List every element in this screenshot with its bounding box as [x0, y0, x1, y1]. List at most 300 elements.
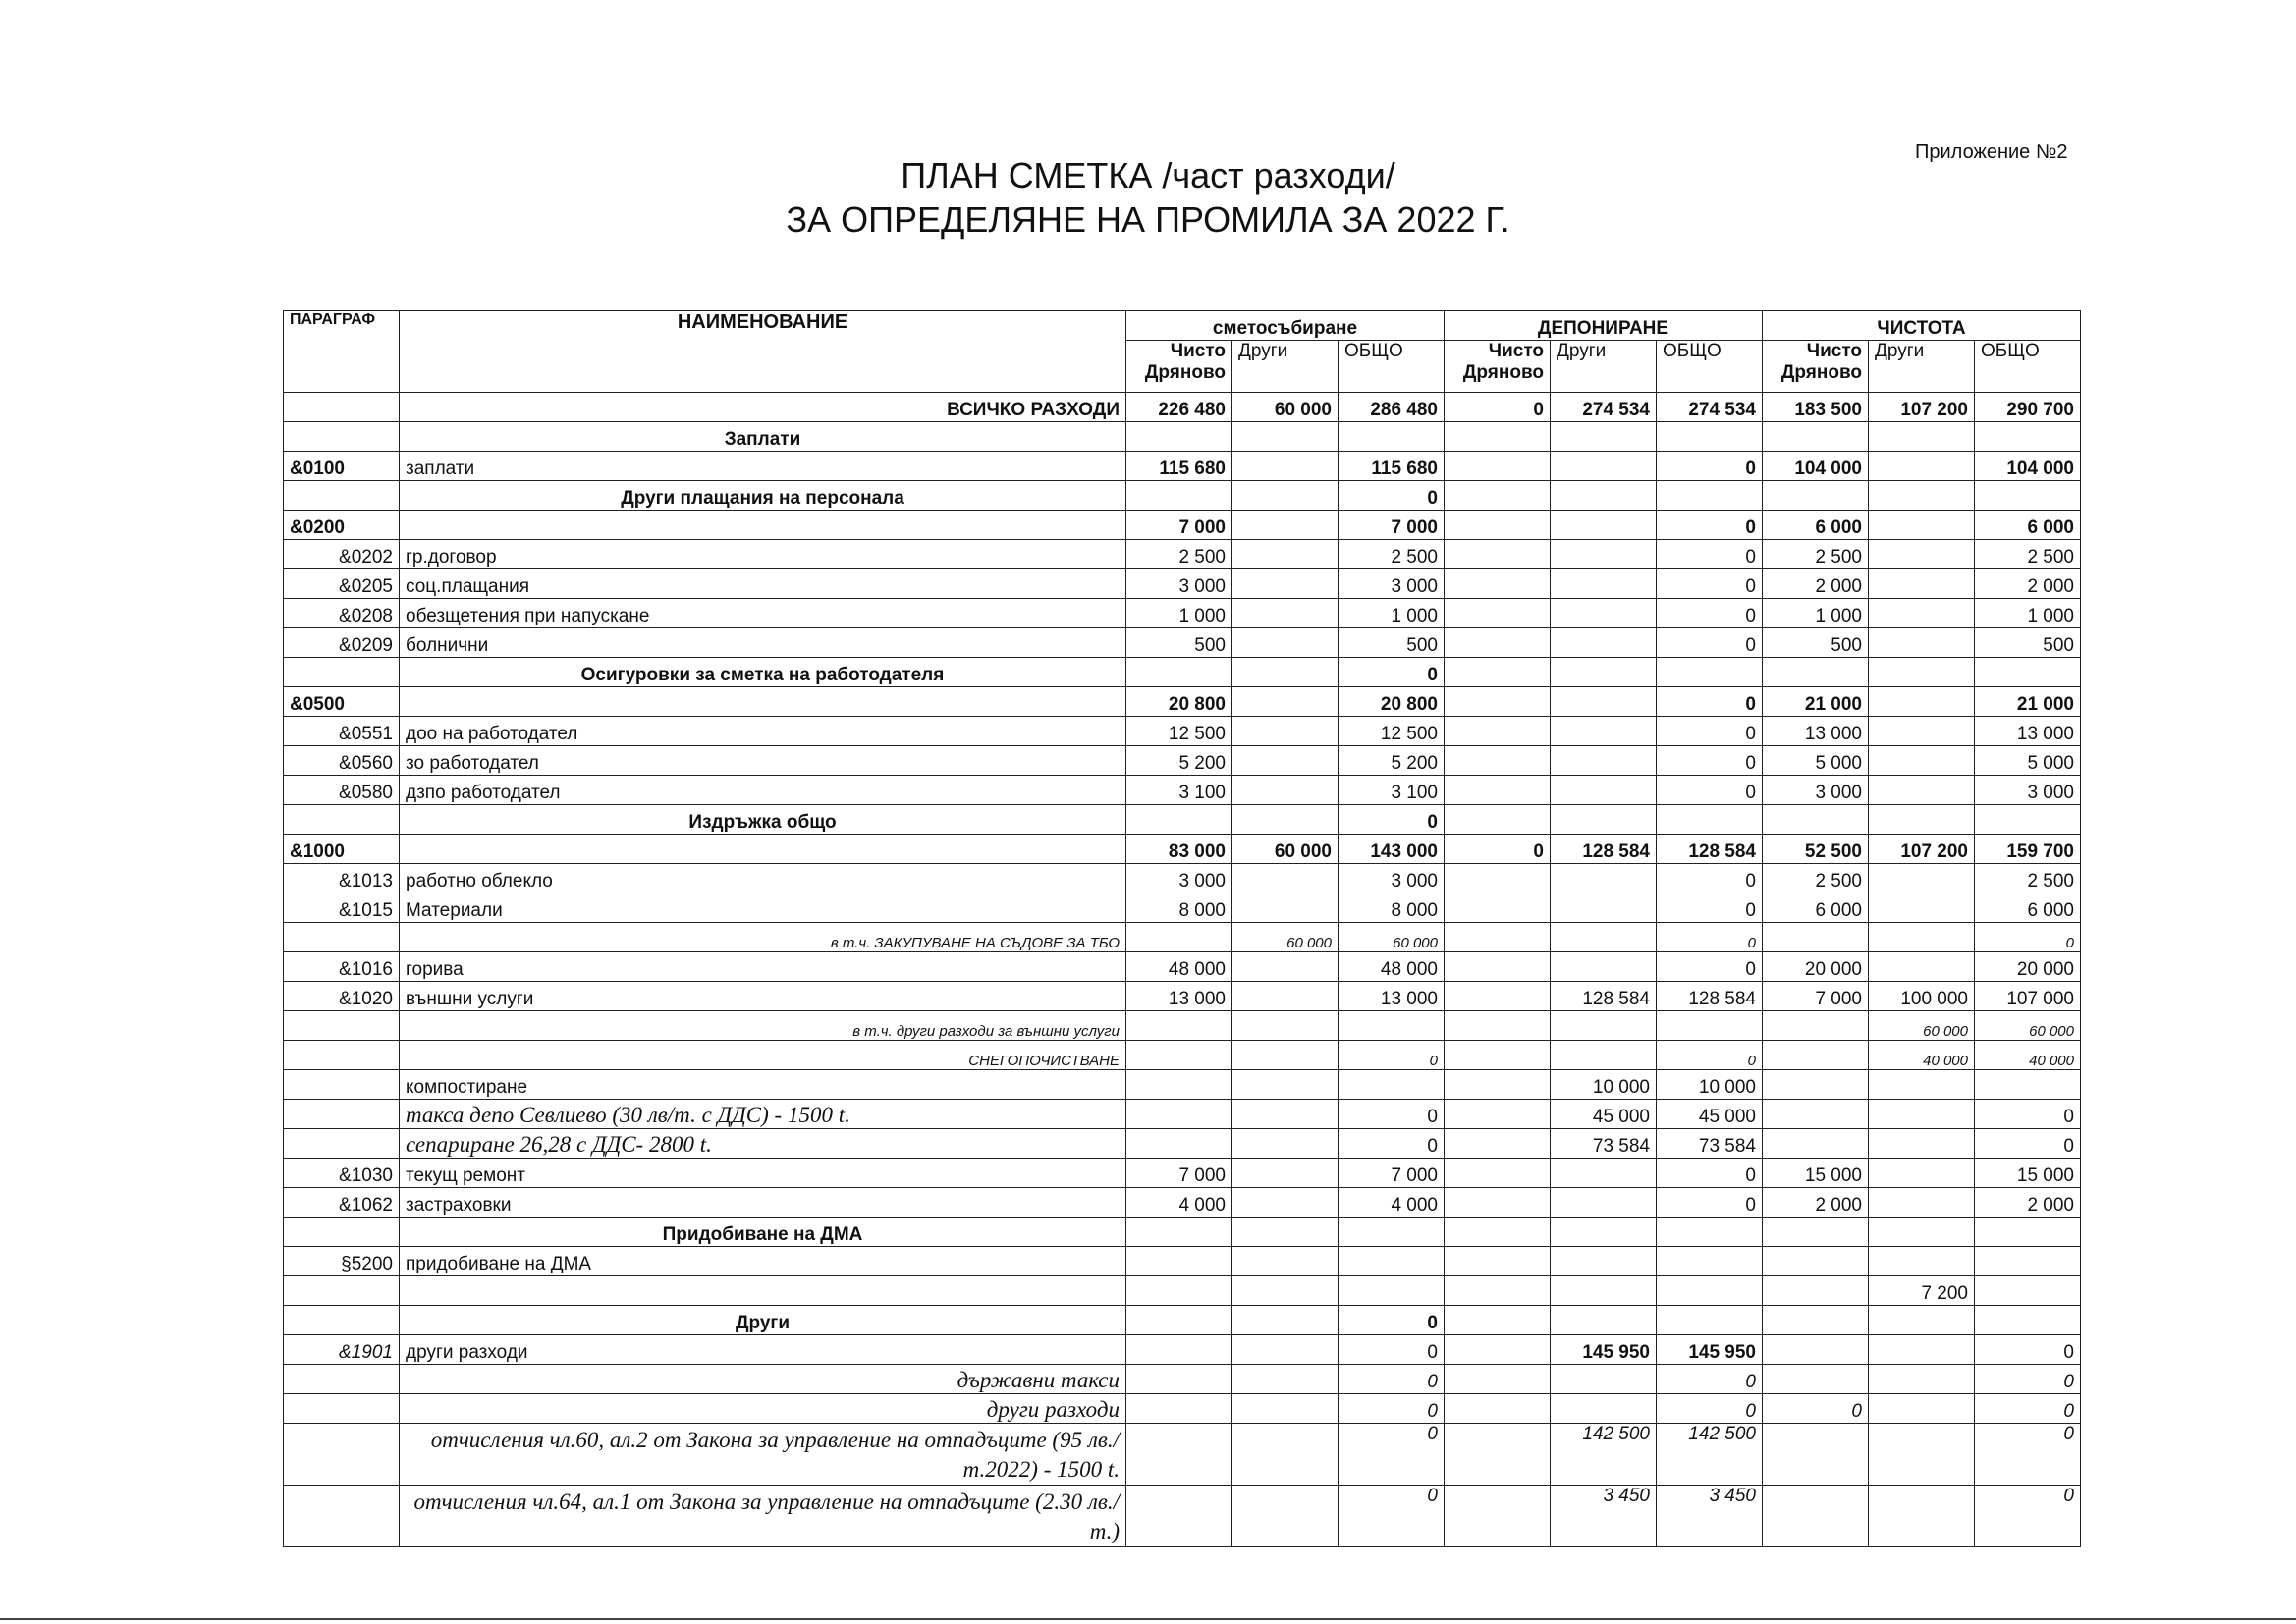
row-code: &1020: [284, 982, 400, 1011]
row-value: [1126, 1247, 1232, 1276]
row-value: 274 534: [1657, 393, 1763, 422]
row-value: [1232, 511, 1339, 540]
row-value: [1551, 569, 1657, 599]
row-value: 60 000: [1232, 923, 1339, 952]
row-code: [284, 1070, 400, 1100]
row-value: [1126, 481, 1232, 511]
row-value: 1 000: [1339, 599, 1445, 628]
table-row: [284, 687, 2081, 717]
row-value: [1763, 1276, 1869, 1306]
row-value: [1763, 1218, 1869, 1247]
row-value: 0: [1657, 599, 1763, 628]
row-value: [1126, 1070, 1232, 1100]
row-value: [1551, 805, 1657, 835]
row-value: [1869, 923, 1975, 952]
row-code: [284, 1218, 400, 1247]
row-value: [1126, 1365, 1232, 1394]
row-value: 12 500: [1339, 717, 1445, 746]
row-value: 0: [1975, 1129, 2081, 1159]
row-code: &1016: [284, 952, 400, 982]
row-name: болнични: [400, 628, 1126, 658]
row-value: 13 000: [1339, 982, 1445, 1011]
table-row: [284, 511, 2081, 540]
table-row: [284, 628, 2081, 658]
row-name: [400, 687, 1126, 717]
row-value: [1445, 923, 1551, 952]
row-code: [284, 1365, 400, 1394]
row-value: [1869, 1159, 1975, 1188]
row-value: [1445, 599, 1551, 628]
row-value: [1551, 1365, 1657, 1394]
row-value: [1657, 1276, 1763, 1306]
row-name: [400, 1276, 1126, 1306]
row-value: [1551, 452, 1657, 481]
row-value: [1445, 1335, 1551, 1365]
row-value: [1551, 422, 1657, 452]
row-name: работно облекло: [400, 864, 1126, 893]
table-row: [284, 1218, 2081, 1247]
row-value: 0: [1339, 1424, 1445, 1486]
row-value: 2 000: [1763, 569, 1869, 599]
row-value: [1126, 1218, 1232, 1247]
row-value: 107 200: [1869, 393, 1975, 422]
row-value: [1445, 1188, 1551, 1218]
row-value: 0: [1339, 1041, 1445, 1070]
row-value: [1763, 1335, 1869, 1365]
row-name: отчисления чл.60, ал.2 от Закона за управление на отпадъците (95 лв./т.2022) - 1500 t.: [400, 1424, 1126, 1486]
table-row: [284, 481, 2081, 511]
row-value: 500: [1975, 628, 2081, 658]
row-value: [1763, 1100, 1869, 1129]
row-value: [1551, 893, 1657, 923]
row-name: гр.договор: [400, 540, 1126, 569]
row-value: [1232, 1070, 1339, 1100]
row-value: [1126, 1486, 1232, 1547]
row-value: [1869, 805, 1975, 835]
row-value: [1126, 1041, 1232, 1070]
table-row: [284, 776, 2081, 805]
row-value: 2 500: [1975, 540, 2081, 569]
row-value: 0: [1339, 1365, 1445, 1394]
row-value: 128 584: [1657, 982, 1763, 1011]
row-value: 3 000: [1975, 776, 2081, 805]
row-value: 0: [1339, 658, 1445, 687]
row-value: [1975, 1070, 2081, 1100]
row-value: 0: [1975, 923, 2081, 952]
row-value: [1445, 1247, 1551, 1276]
table-row: [284, 1041, 2081, 1070]
row-value: [1126, 1394, 1232, 1424]
row-name: отчисления чл.64, ал.1 от Закона за управление на отпадъците (2.30 лв./т.): [400, 1486, 1126, 1547]
row-value: [1975, 422, 2081, 452]
row-value: [1232, 1276, 1339, 1306]
row-code: &0202: [284, 540, 400, 569]
row-value: 0: [1339, 805, 1445, 835]
row-name: външни услуги: [400, 982, 1126, 1011]
row-value: 7 000: [1339, 1159, 1445, 1188]
row-value: [1445, 1159, 1551, 1188]
row-code: [284, 1011, 400, 1041]
header-subcol: Други: [1551, 341, 1657, 393]
header-paragraph: ПАРАГРАФ: [284, 311, 400, 393]
row-value: 52 500: [1763, 835, 1869, 864]
row-value: [1763, 1070, 1869, 1100]
table-row: [284, 1100, 2081, 1129]
row-name: застраховки: [400, 1188, 1126, 1218]
row-name: придобиване на ДМА: [400, 1247, 1126, 1276]
row-value: 7 000: [1126, 1159, 1232, 1188]
table-row: [284, 717, 2081, 746]
table-row: [284, 1424, 2081, 1486]
table-row: [284, 569, 2081, 599]
row-value: [1551, 1011, 1657, 1041]
row-value: 0: [1975, 1486, 2081, 1547]
row-value: [1975, 805, 2081, 835]
row-value: [1445, 481, 1551, 511]
row-value: [1445, 1486, 1551, 1547]
row-value: [1232, 1424, 1339, 1486]
row-value: 0: [1657, 511, 1763, 540]
row-value: [1445, 1424, 1551, 1486]
row-value: 2 000: [1975, 569, 2081, 599]
row-value: [1869, 1218, 1975, 1247]
row-code: &0100: [284, 452, 400, 481]
row-value: [1126, 1424, 1232, 1486]
row-value: [1232, 805, 1339, 835]
row-value: [1551, 1247, 1657, 1276]
row-value: 48 000: [1339, 952, 1445, 982]
row-value: 45 000: [1657, 1100, 1763, 1129]
row-value: 0: [1657, 952, 1763, 982]
row-value: [1445, 1276, 1551, 1306]
row-value: [1232, 628, 1339, 658]
row-value: 83 000: [1126, 835, 1232, 864]
row-code: [284, 658, 400, 687]
row-value: [1975, 1306, 2081, 1335]
row-code: [284, 1424, 400, 1486]
row-value: [1763, 1306, 1869, 1335]
row-value: [1551, 540, 1657, 569]
row-value: 0: [1657, 1365, 1763, 1394]
row-code: &0500: [284, 687, 400, 717]
row-value: [1232, 746, 1339, 776]
row-value: 2 500: [1763, 540, 1869, 569]
row-value: 145 950: [1657, 1335, 1763, 1365]
row-value: [1445, 1218, 1551, 1247]
row-value: [1869, 422, 1975, 452]
table-row: [284, 1365, 2081, 1394]
row-value: 21 000: [1763, 687, 1869, 717]
row-value: 128 584: [1551, 835, 1657, 864]
row-value: [1869, 452, 1975, 481]
table-row: [284, 923, 2081, 952]
row-value: [1126, 1011, 1232, 1041]
row-code: [284, 1394, 400, 1424]
row-value: [1126, 658, 1232, 687]
row-value: [1445, 952, 1551, 982]
row-value: 159 700: [1975, 835, 2081, 864]
row-value: 73 584: [1657, 1129, 1763, 1159]
row-value: 8 000: [1339, 893, 1445, 923]
table-row: [284, 599, 2081, 628]
table-row: [284, 893, 2081, 923]
row-value: 0: [1657, 540, 1763, 569]
table-row: [284, 1247, 2081, 1276]
row-value: [1657, 1247, 1763, 1276]
row-value: [1551, 1218, 1657, 1247]
row-value: [1869, 687, 1975, 717]
row-value: [1551, 658, 1657, 687]
row-value: [1869, 1070, 1975, 1100]
row-value: 100 000: [1869, 982, 1975, 1011]
row-value: [1126, 923, 1232, 952]
row-value: 13 000: [1975, 717, 2081, 746]
row-value: 6 000: [1763, 511, 1869, 540]
row-value: 13 000: [1763, 717, 1869, 746]
row-value: 7 000: [1763, 982, 1869, 1011]
row-value: [1126, 422, 1232, 452]
row-value: 1 000: [1975, 599, 2081, 628]
row-value: 21 000: [1975, 687, 2081, 717]
row-value: [1657, 658, 1763, 687]
row-value: [1551, 1276, 1657, 1306]
row-value: 60 000: [1232, 835, 1339, 864]
table-row: [284, 658, 2081, 687]
row-value: [1445, 776, 1551, 805]
row-value: [1657, 481, 1763, 511]
row-value: 48 000: [1126, 952, 1232, 982]
row-value: [1869, 952, 1975, 982]
table-row: [284, 1159, 2081, 1188]
row-value: 5 200: [1339, 746, 1445, 776]
row-value: [1869, 1306, 1975, 1335]
row-name: ВСИЧКО РАЗХОДИ: [400, 393, 1126, 422]
row-code: &0209: [284, 628, 400, 658]
table-row: [284, 1276, 2081, 1306]
row-value: [1232, 422, 1339, 452]
row-value: [1232, 658, 1339, 687]
row-value: [1869, 1129, 1975, 1159]
row-value: 0: [1657, 1188, 1763, 1218]
header-subcol: Други: [1232, 341, 1339, 393]
row-name: СНЕГОПОЧИСТВАНЕ: [400, 1041, 1126, 1070]
row-value: [1869, 1188, 1975, 1218]
row-value: 104 000: [1763, 452, 1869, 481]
row-value: [1551, 717, 1657, 746]
row-value: 0: [1339, 1306, 1445, 1335]
header-subcol: Чисто Дряново: [1126, 341, 1232, 393]
row-value: 226 480: [1126, 393, 1232, 422]
row-value: [1126, 1276, 1232, 1306]
row-value: [1232, 1041, 1339, 1070]
row-value: 7 200: [1869, 1276, 1975, 1306]
row-value: 1 000: [1126, 599, 1232, 628]
row-code: &0200: [284, 511, 400, 540]
table-row: [284, 1011, 2081, 1041]
row-code: &0580: [284, 776, 400, 805]
row-value: [1869, 540, 1975, 569]
row-code: [284, 1276, 400, 1306]
row-value: [1232, 1486, 1339, 1547]
row-code: &1901: [284, 1335, 400, 1365]
row-value: [1232, 1335, 1339, 1365]
row-name: Други плащания на персонала: [400, 481, 1126, 511]
row-name: Материали: [400, 893, 1126, 923]
row-value: [1126, 1100, 1232, 1129]
row-value: 1 000: [1763, 599, 1869, 628]
row-value: 60 000: [1975, 1011, 2081, 1041]
row-value: [1232, 1188, 1339, 1218]
row-value: [1657, 1306, 1763, 1335]
row-value: 10 000: [1551, 1070, 1657, 1100]
row-value: 107 000: [1975, 982, 2081, 1011]
row-value: 0: [1657, 452, 1763, 481]
row-value: 104 000: [1975, 452, 2081, 481]
table-row: [284, 982, 2081, 1011]
row-value: [1869, 717, 1975, 746]
row-value: [1551, 1394, 1657, 1424]
row-value: 500: [1763, 628, 1869, 658]
row-value: [1869, 1335, 1975, 1365]
row-value: 5 000: [1763, 746, 1869, 776]
row-code: [284, 1100, 400, 1129]
table-row: [284, 952, 2081, 982]
row-value: [1232, 1306, 1339, 1335]
row-value: 2 500: [1339, 540, 1445, 569]
row-code: [284, 422, 400, 452]
row-value: 2 500: [1975, 864, 2081, 893]
table-row: [284, 422, 2081, 452]
row-value: [1975, 658, 2081, 687]
row-value: 0: [1657, 717, 1763, 746]
row-value: 7 000: [1126, 511, 1232, 540]
table-row: [284, 805, 2081, 835]
row-name: доо на работодател: [400, 717, 1126, 746]
row-value: [1763, 1041, 1869, 1070]
row-value: 20 800: [1339, 687, 1445, 717]
row-value: 3 000: [1126, 864, 1232, 893]
row-value: 0: [1975, 1394, 2081, 1424]
row-value: 40 000: [1869, 1041, 1975, 1070]
row-name: други разходи: [400, 1394, 1126, 1424]
row-value: [1232, 1394, 1339, 1424]
row-value: [1232, 982, 1339, 1011]
row-value: [1551, 628, 1657, 658]
row-value: 2 000: [1975, 1188, 2081, 1218]
table-row: [284, 864, 2081, 893]
row-code: &1030: [284, 1159, 400, 1188]
row-value: [1445, 717, 1551, 746]
row-value: 40 000: [1975, 1041, 2081, 1070]
row-value: 2 500: [1763, 864, 1869, 893]
row-value: 0: [1339, 1100, 1445, 1129]
row-value: [1445, 805, 1551, 835]
row-value: 0: [1657, 628, 1763, 658]
row-value: [1763, 1365, 1869, 1394]
table-row: [284, 835, 2081, 864]
table-row: [284, 1306, 2081, 1335]
row-code: &0551: [284, 717, 400, 746]
header-group-collection: сметосъбиране: [1126, 311, 1445, 341]
row-value: 5 200: [1126, 746, 1232, 776]
row-name: обезщетения при напускане: [400, 599, 1126, 628]
row-name: Издръжка общо: [400, 805, 1126, 835]
row-value: [1869, 1394, 1975, 1424]
row-value: [1126, 1129, 1232, 1159]
row-name: заплати: [400, 452, 1126, 481]
row-value: 115 680: [1339, 452, 1445, 481]
row-value: [1232, 599, 1339, 628]
row-value: [1551, 923, 1657, 952]
row-value: [1232, 1129, 1339, 1159]
row-value: [1126, 805, 1232, 835]
row-code: &0205: [284, 569, 400, 599]
row-value: [1869, 511, 1975, 540]
row-value: 0: [1339, 1486, 1445, 1547]
row-name: Други: [400, 1306, 1126, 1335]
row-name: Придобиване на ДМА: [400, 1218, 1126, 1247]
row-value: 73 584: [1551, 1129, 1657, 1159]
row-code: §5200: [284, 1247, 400, 1276]
row-value: [1551, 776, 1657, 805]
row-value: [1551, 481, 1657, 511]
row-value: 7 000: [1339, 511, 1445, 540]
row-value: 3 000: [1126, 569, 1232, 599]
row-value: [1551, 687, 1657, 717]
row-value: [1232, 1365, 1339, 1394]
row-value: [1126, 1306, 1232, 1335]
header-subcol: ОБЩО: [1657, 341, 1763, 393]
row-value: 500: [1126, 628, 1232, 658]
row-value: 0: [1975, 1335, 2081, 1365]
row-value: [1551, 952, 1657, 982]
header-group-cleaning: ЧИСТОТА: [1763, 311, 2081, 341]
row-value: 0: [1657, 1159, 1763, 1188]
row-value: [1232, 1011, 1339, 1041]
row-value: 60 000: [1339, 923, 1445, 952]
row-value: [1657, 422, 1763, 452]
row-code: [284, 1129, 400, 1159]
row-value: [1763, 1247, 1869, 1276]
row-value: [1657, 1218, 1763, 1247]
row-value: 6 000: [1763, 893, 1869, 923]
row-value: 0: [1339, 1129, 1445, 1159]
row-value: 142 500: [1551, 1424, 1657, 1486]
row-name: в т.ч. ЗАКУПУВАНЕ НА СЪДОВЕ ЗА ТБО: [400, 923, 1126, 952]
row-value: [1232, 776, 1339, 805]
row-value: [1869, 658, 1975, 687]
row-value: 0: [1339, 1394, 1445, 1424]
table-row: [284, 1486, 2081, 1547]
row-value: 3 450: [1657, 1486, 1763, 1547]
table-row: [284, 1394, 2081, 1424]
row-value: 60 000: [1232, 393, 1339, 422]
header-name: НАИМЕНОВАНИЕ: [400, 311, 1126, 393]
row-value: [1975, 1218, 2081, 1247]
document-title: ПЛАН СМЕТКА /част разходи/: [901, 155, 1395, 195]
row-code: &1015: [284, 893, 400, 923]
row-value: 20 000: [1975, 952, 2081, 982]
row-value: 3 000: [1763, 776, 1869, 805]
row-name: сепариране 26,28 с ДДС- 2800 t.: [400, 1129, 1126, 1159]
row-value: 0: [1763, 1394, 1869, 1424]
row-value: [1551, 1306, 1657, 1335]
row-value: 3 000: [1339, 569, 1445, 599]
row-value: 183 500: [1763, 393, 1869, 422]
row-value: [1445, 1100, 1551, 1129]
row-value: [1551, 1159, 1657, 1188]
row-value: [1551, 599, 1657, 628]
